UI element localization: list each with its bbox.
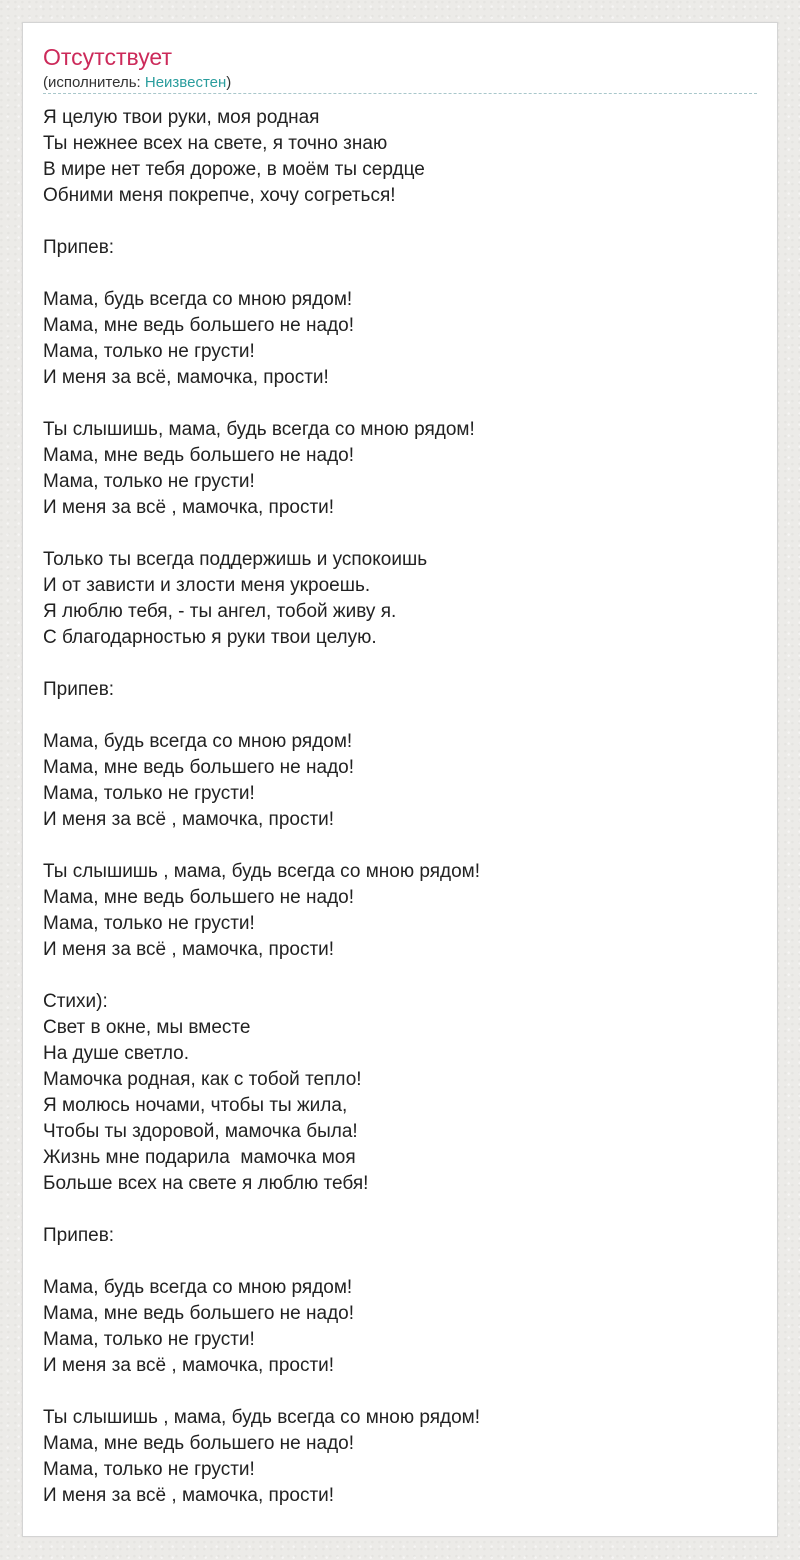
song-title: Отсутствует — [43, 44, 172, 70]
lyrics-card — [22, 22, 778, 1537]
title-divider — [43, 93, 757, 94]
artist-line — [43, 74, 231, 92]
artist-suffix: ) — [226, 74, 232, 91]
artist-link[interactable]: Неизвестен — [144, 74, 227, 91]
lyrics-text: Я целую твои руки, моя родная Ты нежнее всех на свете, я точно знаю В мире нет тебя дороже, в моём ты сердце Обними меня покрепче, хочу согреться! Припев: Мама, будь всегда со мною рядом! Мама, мне ведь большего не надо! Мама, только не грусти! И меня за всё, мамочка, прости! Ты слышишь, мама, будь всегда со мною рядом! Мама, мне ведь большего не надо! Мама, только не грусти! И меня за всё , мамочка, прости! Только ты всегда поддержишь и успокоишь И от зависти и злости меня укроешь. Я люблю тебя, - ты ангел, тобой живу я. С благодарностью я руки твои целую. Припев: Мама, будь всегда со мною рядом! Мама, мне ведь большего не надо! Мама, только не грусти! И меня за всё , мамочка, прости! Ты слышишь , мама, будь всегда со мною рядом! Мама, мне ведь большего не надо! Мама, только не грусти! И меня за всё , мамочка, прости! Стихи): Свет в окне, мы вместе На душе светло. Мамочка родная, как с тобой тепло! Я молюсь ночами, чтобы ты жила, Чтобы ты здоровой, мамочка была! Жизнь мне подарила мамочка моя Больше всех на свете я люблю тебя! Припев: Мама, будь всегда со мною рядом! Мама, мне ведь большего не надо! Мама, только не грусти! И меня за всё , мамочка, прости! Ты слышишь , мама, будь всегда со мною рядом! Мама, мне ведь большего не надо! Мама, только не грусти! И меня за всё , мамочка, прости! — [43, 107, 480, 1506]
artist-prefix: (исполнитель: — [43, 74, 145, 91]
